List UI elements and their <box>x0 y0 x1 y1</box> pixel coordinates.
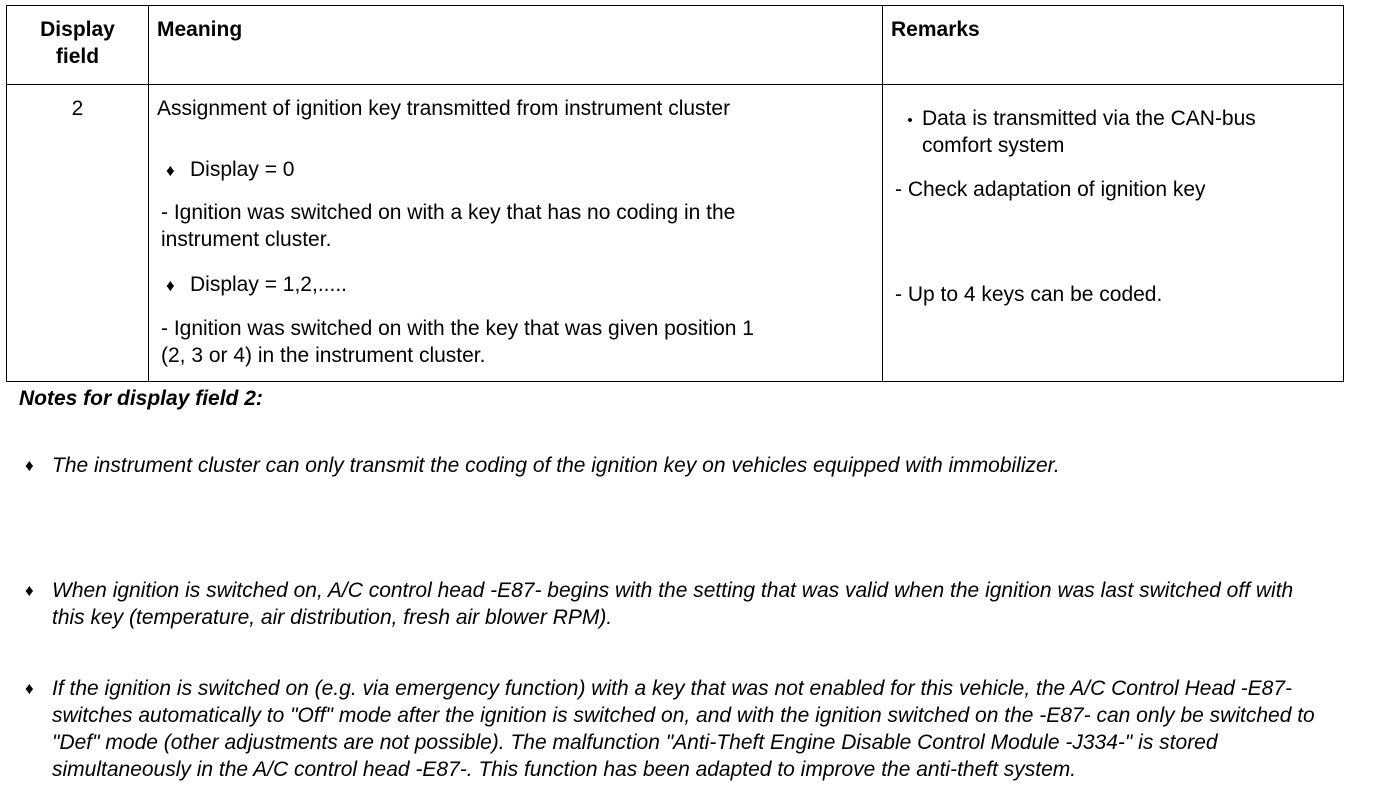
remarks-check: - Check adaptation of ignition key <box>895 178 1206 201</box>
notes-title: Notes for display field 2: <box>19 387 263 410</box>
diamond-bullet-icon: ♦ <box>166 276 175 295</box>
dot-bullet-icon: • <box>907 112 913 129</box>
remarks-bullet-line1: Data is transmitted via the CAN-bus <box>922 107 1256 130</box>
meaning-bullet-1 <box>166 156 294 184</box>
note-item-3-text: If the ignition is switched on (e.g. via emergency function) with a key that was not enabled for this vehicle, the A/C Control Head -E87- switches automatically to "Off" mode after the ignition is switched on, and with the ignition switched on the -E87- can only be switched to "Def" mode (other adjustments are not possible). The malfunction "Anti-Theft Engine Disable Control Module -J334-" is stored simultaneously in the A/C control head -E87-. This function has been adapted to improve the anti-theft system. <box>52 677 1315 781</box>
display-field-value: 2 <box>71 97 84 120</box>
meaning-bullet-1-text: Display = 0 <box>190 158 295 181</box>
diamond-bullet-icon: ♦ <box>166 161 175 180</box>
meaning-bullet-2 <box>166 271 347 299</box>
diamond-bullet-icon: ♦ <box>25 679 34 698</box>
meaning-cell <box>149 85 883 382</box>
header-display-field <box>7 6 149 85</box>
table-row <box>7 85 1344 382</box>
table-header-row <box>7 6 1344 85</box>
meaning-text-1-line1: - Ignition was switched on with a key that has no coding in the <box>161 201 736 224</box>
note-item-3 <box>25 675 1350 783</box>
remarks-cell <box>883 85 1344 382</box>
meaning-text-2-line1: - Ignition was switched on with the key that was given position 1 <box>161 317 754 340</box>
meaning-intro: Assignment of ignition key transmitted from instrument cluster <box>157 97 731 120</box>
meaning-text-1-line2: instrument cluster. <box>161 228 332 251</box>
header-display-field-line2: field <box>55 45 100 68</box>
header-remarks: Remarks <box>883 6 1344 85</box>
remarks-bullet-line2: comfort system <box>922 134 1065 157</box>
meaning-text-2-line2: (2, 3 or 4) in the instrument cluster. <box>161 344 486 367</box>
remarks-bullet <box>898 105 1256 134</box>
note-item-1 <box>25 452 1355 479</box>
header-display-field-line1: Display <box>40 18 115 41</box>
display-field-cell <box>7 85 149 382</box>
meaning-bullet-2-text: Display = 1,2,..... <box>190 273 347 296</box>
header-meaning: Meaning <box>149 6 883 85</box>
note-item-2 <box>25 577 1305 631</box>
note-item-2-text: When ignition is switched on, A/C control head -E87- begins with the setting that was valid when the ignition was last switched off with this key (temperature, air distribution, fresh air blower RPM). <box>52 579 1294 629</box>
diamond-bullet-icon: ♦ <box>25 581 34 600</box>
note-item-1-text: The instrument cluster can only transmit the coding of the ignition key on vehicles equipped with immobilizer. <box>52 454 1060 477</box>
display-field-table <box>6 5 1344 382</box>
diamond-bullet-icon: ♦ <box>25 456 34 475</box>
remarks-keys: - Up to 4 keys can be coded. <box>895 283 1163 306</box>
